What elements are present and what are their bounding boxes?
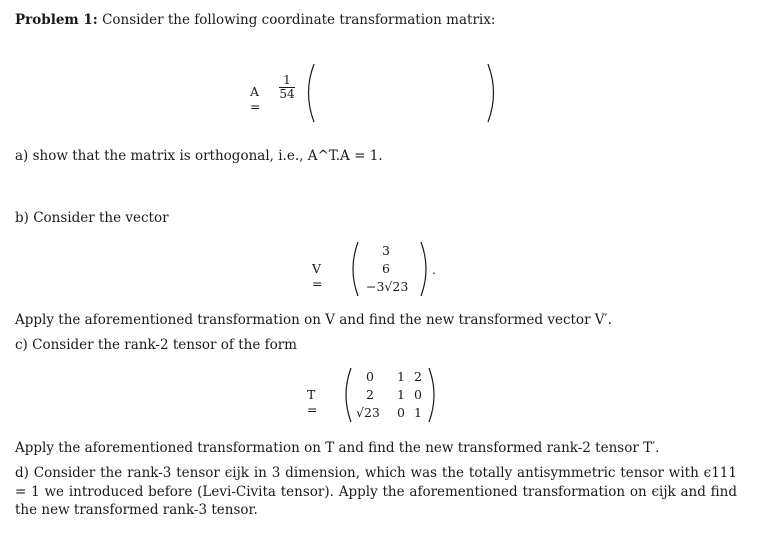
vector-v-cell: 6 bbox=[382, 261, 390, 276]
tensor-t-cell: 0 bbox=[414, 387, 422, 402]
part-c-after: Apply the aforementioned transformation on T and find the new transformed rank-2 tensor T′. bbox=[15, 440, 660, 456]
left-paren bbox=[339, 366, 355, 424]
part-b-after: Apply the aforementioned transformation on V and find the new transformed vector V′. bbox=[15, 312, 612, 328]
right-paren bbox=[484, 62, 502, 124]
tensor-t-cell: 0 bbox=[397, 405, 405, 420]
vector-v-lhs: V = bbox=[312, 261, 323, 291]
matrix-a-fraction bbox=[279, 74, 295, 101]
tensor-t-cell: 1 bbox=[397, 369, 405, 384]
tensor-t-cell: √23 bbox=[356, 405, 380, 420]
tensor-t-cell: 2 bbox=[414, 369, 422, 384]
problem-label: Problem 1: bbox=[15, 12, 98, 28]
vector-v-cell: −3√23 bbox=[366, 279, 409, 294]
tensor-t-cell: 2 bbox=[366, 387, 374, 402]
tensor-t-lhs: T = bbox=[307, 387, 318, 417]
matrix-a-lhs: A = bbox=[250, 84, 261, 114]
left-paren bbox=[300, 62, 318, 124]
part-a-text: a) show that the matrix is orthogonal, i.e., A^T.A = 1. bbox=[15, 148, 383, 164]
tensor-t-cell: 1 bbox=[414, 405, 422, 420]
part-b-text: b) Consider the vector bbox=[15, 210, 169, 226]
fraction-numerator: 1 bbox=[279, 74, 295, 88]
right-paren bbox=[425, 366, 441, 424]
part-d-text: d) Consider the rank-3 tensor ϵijk in 3 dimension, which was the totally antisymmetric tensor with ϵ111 = 1 we introduced before (Levi-Civita tensor). Apply the aforementioned transformation on ϵijk and find the new transformed rank-3 tensor. bbox=[15, 465, 737, 518]
tensor-t-cell: 1 bbox=[397, 387, 405, 402]
fraction-denominator: 54 bbox=[279, 87, 295, 101]
tensor-t-cell: 0 bbox=[366, 369, 374, 384]
problem-heading bbox=[15, 11, 495, 29]
part-c-text: c) Consider the rank-2 tensor of the form bbox=[15, 337, 297, 353]
vector-v-period: . bbox=[432, 262, 436, 277]
vector-v-cell: 3 bbox=[382, 243, 390, 258]
problem-intro: Consider the following coordinate transformation matrix: bbox=[102, 12, 496, 28]
left-paren bbox=[346, 240, 362, 298]
right-paren bbox=[417, 240, 433, 298]
